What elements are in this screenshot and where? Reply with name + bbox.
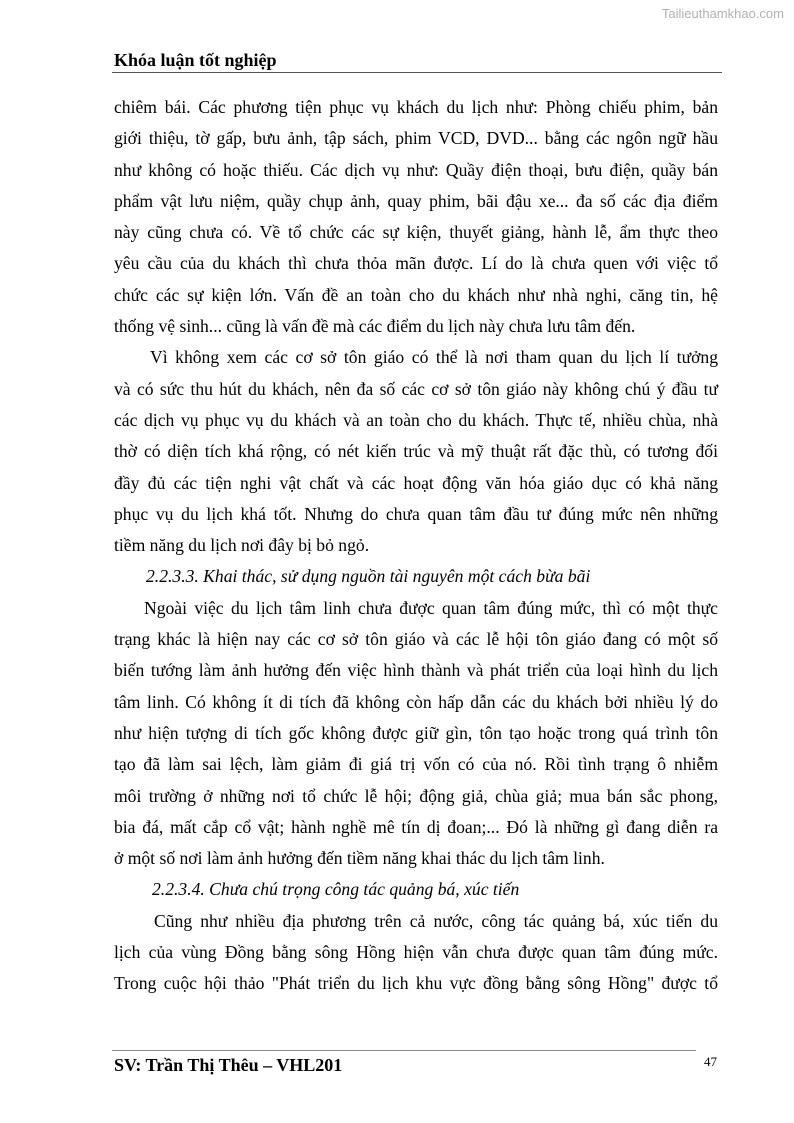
text-line: môi trường ở những nơi tổ chức lễ hội; động giả, chùa giả; mua bán sắc phong, xyxy=(114,785,718,806)
text-line: các dịch vụ phục vụ du khách và an toàn cho du khách. Thực tế, nhiều chùa, nhà xyxy=(114,409,718,430)
text-line: bia đá, mất cắp cổ vật; hành nghề mê tín dị đoan;... Đó là những gì đang diễn ra xyxy=(114,816,718,837)
text-line: như không có hoặc thiếu. Các dịch vụ như: Quầy điện thoại, bưu điện, quầy bán xyxy=(114,159,718,180)
text-line: đầy đủ các tiện nghi vật chất và các hoạt động văn hóa giáo dục có khả năng xyxy=(114,472,718,493)
section-heading-2-2-3-4: 2.2.3.4. Chưa chú trọng công tác quảng bá, xúc tiến xyxy=(152,879,520,900)
text-line: Vì không xem các cơ sở tôn giáo có thể là nơi tham quan du lịch lí tưởng xyxy=(150,347,718,368)
text-line: phẩm vật lưu niệm, quầy chụp ảnh, quay phim, bãi đậu xe... đa số các địa điểm xyxy=(114,190,718,211)
text-line: phục vụ du lịch khá tốt. Nhưng do chưa quan tâm đầu tư đúng mức nên những xyxy=(114,503,718,524)
text-line: tiềm năng du lịch nơi đây bị bỏ ngỏ. xyxy=(114,535,370,556)
text-line: trạng khác là hiện nay các cơ sở tôn giáo và các lễ hội tôn giáo đang có một số xyxy=(114,629,718,650)
header-divider xyxy=(112,72,722,73)
text-line: lịch của vùng Đồng bằng sông Hồng hiện vẫn chưa được quan tâm đúng mức. xyxy=(114,942,718,963)
text-line: biến tướng làm ảnh hưởng đến việc hình thành và phát triển của loại hình du lịch xyxy=(114,660,718,681)
document-body xyxy=(114,92,718,1000)
section-heading-2-2-3-3: 2.2.3.3. Khai thác, sử dụng nguồn tài nguyên một cách bừa bãi xyxy=(146,566,591,587)
text-line: tạo đã làm sai lệch, làm giảm đi giá trị vốn có của nó. Rồi tình trạng ô nhiễm xyxy=(114,754,718,775)
watermark-text: Tailieuthamkhao.com xyxy=(661,6,784,21)
text-line: ở một số nơi làm ảnh hưởng đến tiềm năng khai thác du lịch tâm linh. xyxy=(114,848,605,869)
paragraph-4 xyxy=(114,906,718,1000)
paragraph-2 xyxy=(114,342,718,561)
text-line: và có sức thu hút du khách, nên đa số các cơ sở tôn giáo này không chú ý đầu tư xyxy=(114,378,718,399)
text-line: chức các sự kiện lớn. Vấn đề an toàn cho du khách như nhà nghi, căng tin, hệ xyxy=(114,284,718,305)
text-line: chiêm bái. Các phương tiện phục vụ khách du lịch như: Phòng chiếu phim, bản xyxy=(114,97,718,117)
text-line: thống vệ sinh... cũng là vấn đề mà các điểm du lịch này chưa lưu tâm đến. xyxy=(114,316,636,337)
text-line: Ngoài việc du lịch tâm linh chưa được quan tâm đúng mức, thì có một thực xyxy=(144,597,718,618)
footer-divider xyxy=(112,1050,696,1051)
text-line: Cũng như nhiều địa phương trên cả nước, công tác quảng bá, xúc tiến du xyxy=(154,910,718,931)
footer-author: SV: Trần Thị Thêu – VHL201 xyxy=(114,1055,343,1075)
text-line: thờ có diện tích khá rộng, có nét kiến trúc và mỹ thuật rất đặc thù, có tương đối xyxy=(114,441,718,462)
page-number: 47 xyxy=(704,1054,717,1069)
paragraph-1 xyxy=(114,92,718,342)
text-line: giới thiệu, tờ gấp, bưu ảnh, tập sách, phim VCD, DVD... bằng các ngôn ngữ hầu xyxy=(114,128,718,149)
text-line: như hiện tượng di tích gốc không được giữ gìn, tôn tạo hoặc trong quá trình tôn xyxy=(114,722,718,743)
text-line: yêu cầu của du khách thì chưa thỏa mãn được. Lí do là chưa quen với việc tổ xyxy=(114,253,718,274)
paragraph-3 xyxy=(114,593,718,875)
text-line: tâm linh. Có không ít di tích đã không còn hấp dẫn các du khách bởi nhiều lý do xyxy=(114,691,718,712)
text-line: Trong cuộc hội thảo "Phát triển du lịch khu vực đồng bằng sông Hồng" được tổ xyxy=(114,973,718,994)
text-line: này cũng chưa có. Về tổ chức các sự kiện, thuyết giảng, hành lễ, ẩm thực theo xyxy=(114,222,718,243)
page-header-title: Khóa luận tốt nghiệp xyxy=(114,50,277,70)
